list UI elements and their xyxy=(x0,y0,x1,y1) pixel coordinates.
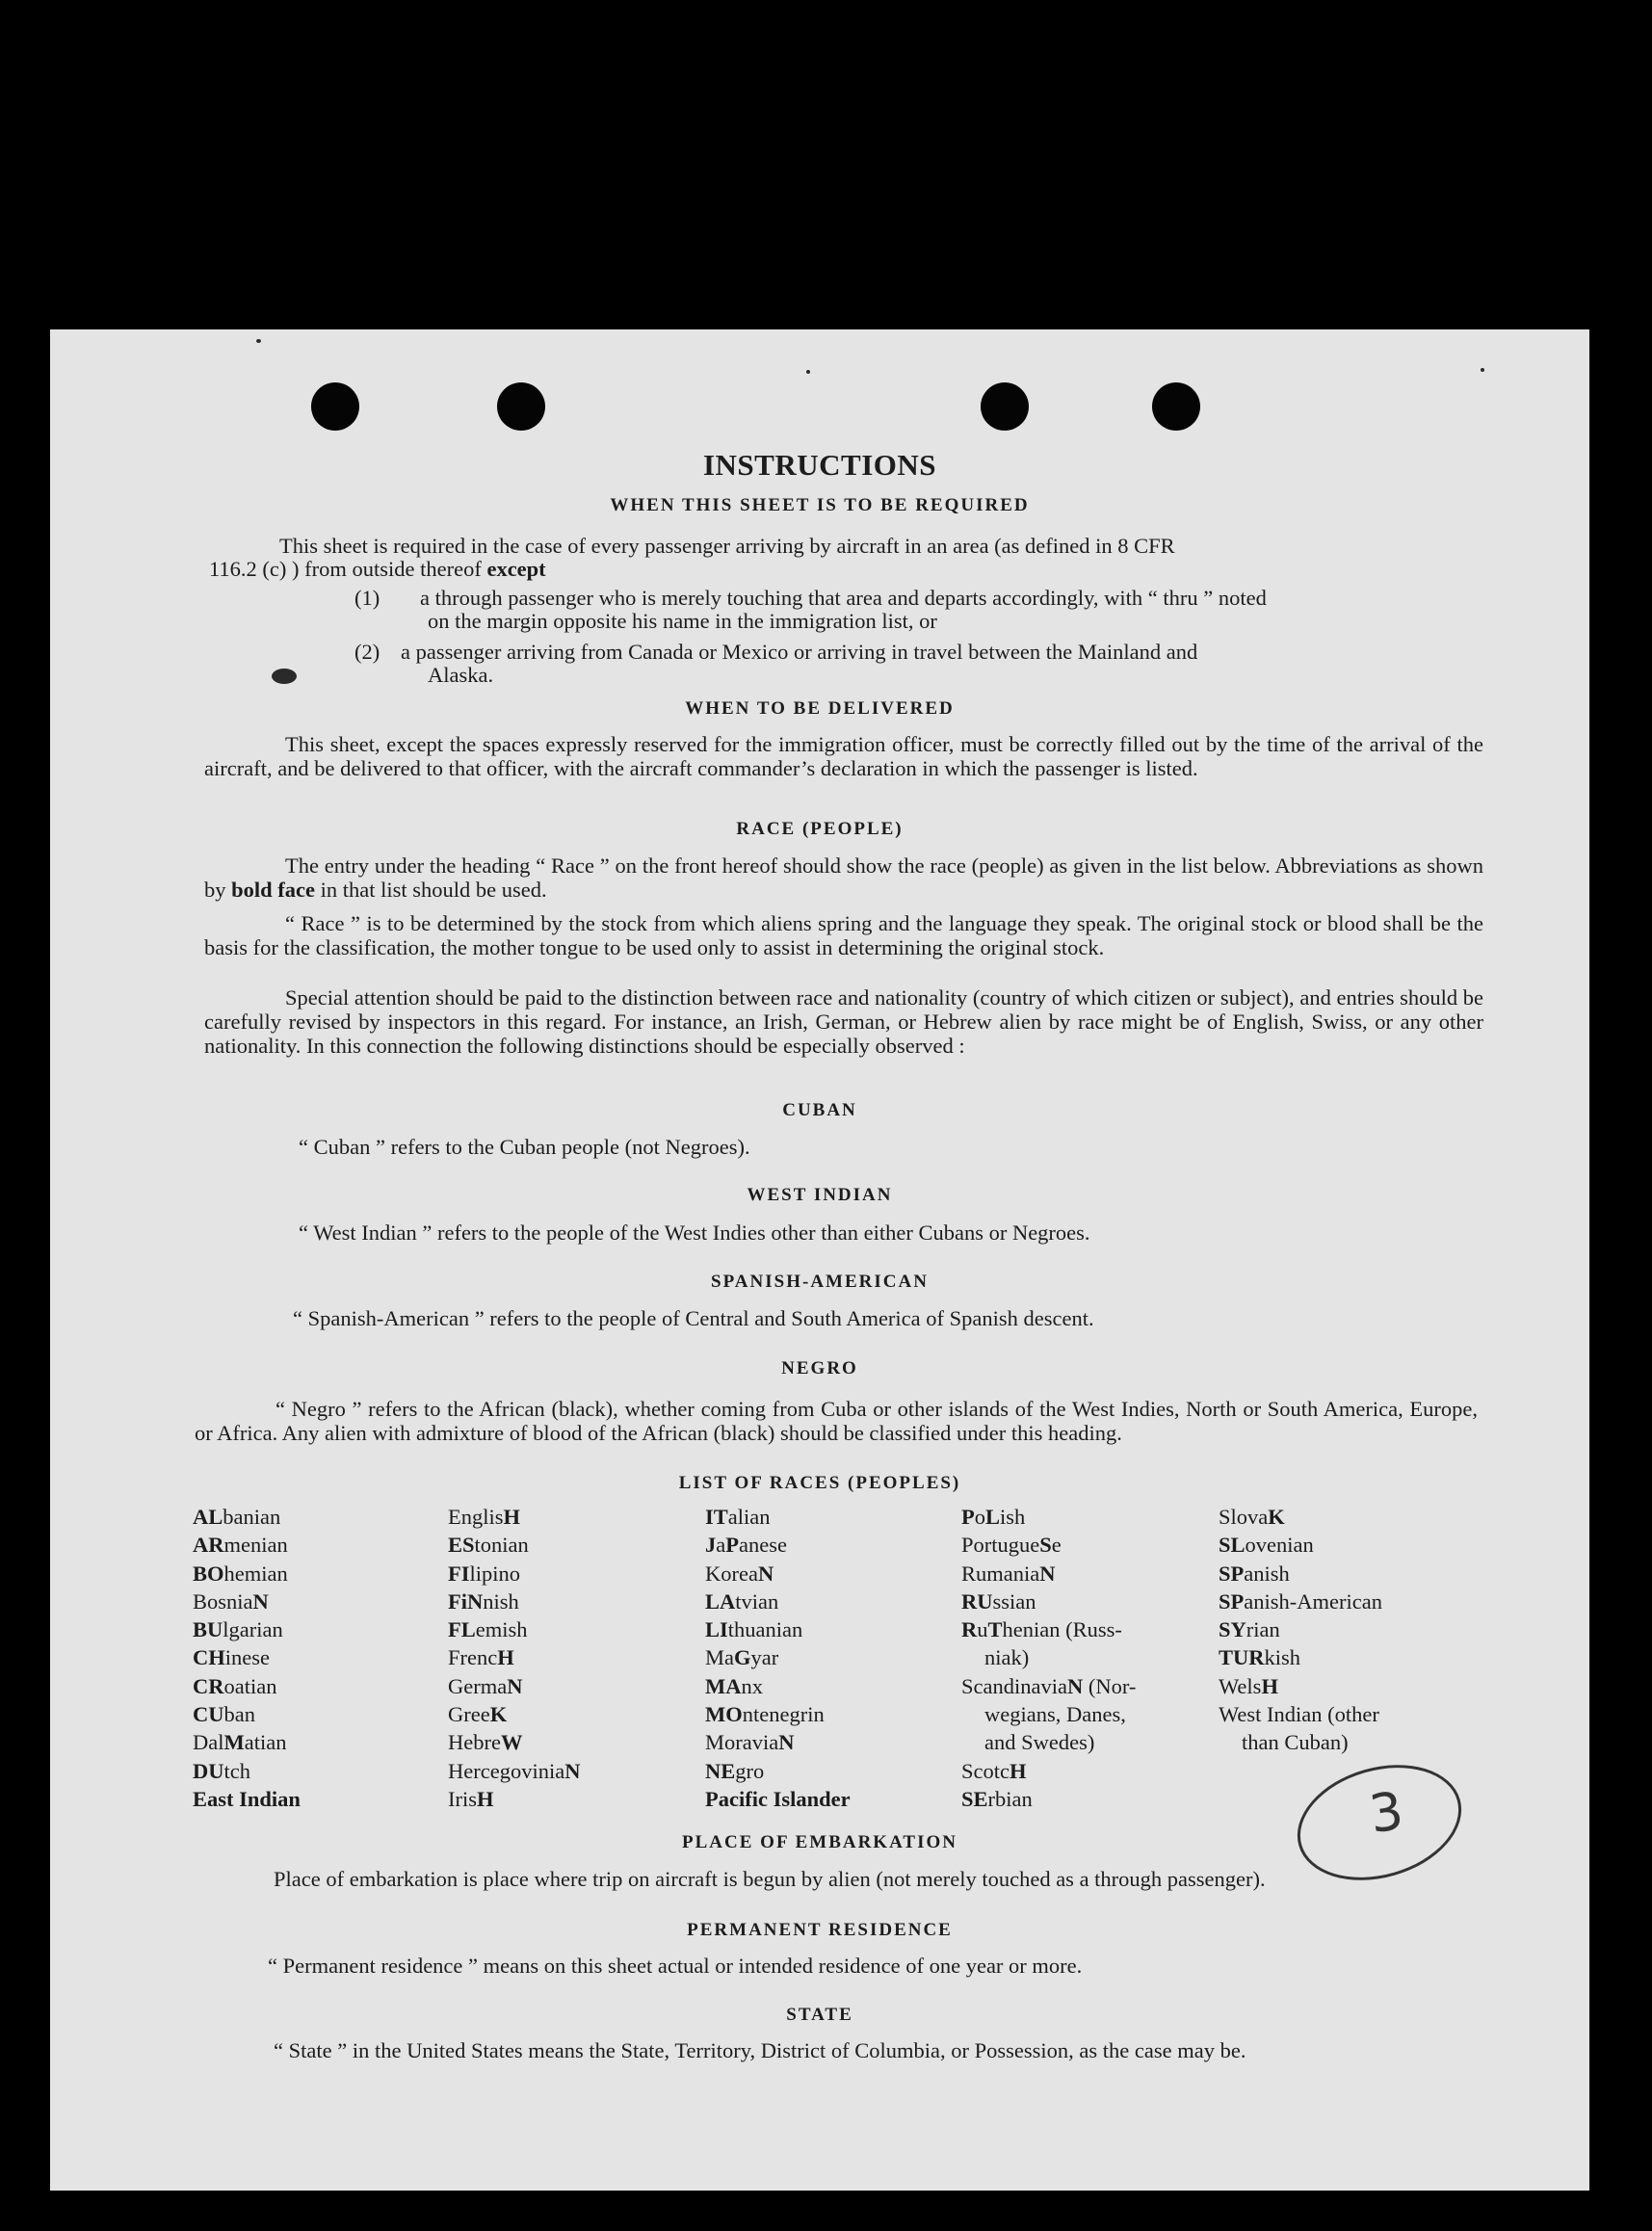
race-text: Portugue xyxy=(961,1533,1040,1558)
race-text: tonian xyxy=(474,1533,529,1558)
race-item xyxy=(1219,1728,1469,1756)
punch-hole xyxy=(1152,382,1200,431)
race-item xyxy=(1219,1700,1469,1728)
race-item xyxy=(193,1700,443,1728)
race-text: ban xyxy=(223,1702,255,1727)
race-text: Slova xyxy=(1219,1505,1269,1529)
race-item xyxy=(1219,1503,1469,1531)
race-abbrev: DU xyxy=(193,1758,224,1783)
race-abbrev: ES xyxy=(448,1533,475,1558)
race-item xyxy=(705,1700,956,1728)
heading-cuban: CUBAN xyxy=(782,1100,857,1120)
race-item xyxy=(961,1672,1212,1700)
speck xyxy=(1481,368,1484,372)
race-column xyxy=(1219,1503,1469,1757)
race-text: ssian xyxy=(992,1588,1036,1614)
race-abbrev: TU xyxy=(1219,1645,1249,1670)
race-item xyxy=(961,1728,1212,1756)
race-item xyxy=(961,1757,1212,1785)
race-abbrev: FI xyxy=(448,1561,470,1586)
race-abbrev: AR xyxy=(193,1533,224,1558)
race-abbrev: BO xyxy=(193,1561,224,1586)
race-abbrev: K xyxy=(489,1702,508,1727)
race-item xyxy=(961,1560,1212,1588)
para-place-of-embarkation: Place of embarkation is place where trip on aircraft is begun by alien (not merely touched as a through passenger). xyxy=(274,1867,1266,1891)
race-text: gro xyxy=(735,1758,765,1783)
race-item xyxy=(705,1643,956,1671)
race-item xyxy=(448,1700,698,1728)
heading-when-required: WHEN THIS SHEET IS TO BE REQUIRED xyxy=(610,495,1030,515)
race-item xyxy=(705,1785,956,1813)
race-item xyxy=(448,1531,698,1559)
race-text: emish xyxy=(475,1617,528,1642)
race-item-continuation: wegians, Danes, xyxy=(984,1702,1126,1727)
punch-hole xyxy=(981,382,1029,431)
race-abbrev: SP xyxy=(1219,1588,1245,1614)
heading-race: RACE (PEOPLE) xyxy=(736,819,904,839)
race-abbrev: R xyxy=(1248,1645,1265,1670)
race-item xyxy=(193,1503,443,1531)
race-abbrev: P xyxy=(725,1533,739,1558)
race-text: thuanian xyxy=(727,1617,803,1642)
race-abbrev: S xyxy=(1039,1533,1052,1558)
race-abbrev: W xyxy=(500,1730,523,1755)
race-item xyxy=(448,1672,698,1700)
race-abbrev: AL xyxy=(193,1505,223,1529)
para-negro: “ Negro ” refers to the African (black), whether coming from Cuba or other islands of the West Indies, North or South America, Europe, or Africa. Any alien with admixture of blood of the African (black) should be classified under this heading. xyxy=(195,1397,1478,1445)
race-item xyxy=(961,1615,1212,1643)
speck xyxy=(806,370,810,374)
item-2-line1: a passenger arriving from Canada or Mexico or arriving in travel between the Mainland and xyxy=(401,640,1198,664)
race-abbrev: L xyxy=(985,1505,1001,1529)
race-text: Ma xyxy=(705,1645,734,1670)
race-abbrev: LA xyxy=(705,1588,736,1614)
race-text: West Indian (other xyxy=(1219,1702,1379,1727)
race-abbrev: K xyxy=(1268,1505,1285,1529)
race-text: anish xyxy=(1244,1561,1290,1586)
race-text: ovenian xyxy=(1245,1533,1314,1558)
race-abbrev: SL xyxy=(1219,1533,1246,1558)
race-text: Hebre xyxy=(448,1730,501,1755)
race-text: banian xyxy=(223,1505,281,1529)
race-abbrev: H xyxy=(477,1786,494,1811)
race-abbrev: N xyxy=(1039,1561,1056,1586)
race-text: Bosnia xyxy=(193,1588,253,1614)
race-item xyxy=(705,1672,956,1700)
race-abbrev: SY xyxy=(1219,1617,1246,1642)
race-abbrev: N xyxy=(757,1561,774,1586)
race-text: a xyxy=(716,1533,726,1558)
race-item xyxy=(193,1560,443,1588)
race-abbrev: CH xyxy=(193,1645,225,1670)
race-text: Frenc xyxy=(448,1645,498,1670)
race-item xyxy=(448,1615,698,1643)
race-abbrev: MA xyxy=(705,1673,742,1698)
race-text: Iris xyxy=(448,1786,477,1811)
race-item xyxy=(448,1728,698,1756)
race-abbrev: N xyxy=(507,1673,523,1698)
race-text: tch xyxy=(223,1758,250,1783)
item-1-line1: a through passenger who is merely touching that area and departs accordingly, with “ thru ” noted xyxy=(420,586,1267,610)
punch-hole xyxy=(311,382,359,431)
race-abbrev: SE xyxy=(961,1786,988,1811)
race-item xyxy=(705,1503,956,1531)
race-abbrev: CR xyxy=(193,1673,224,1698)
race-item xyxy=(705,1728,956,1756)
race-text: Rumania xyxy=(961,1561,1040,1586)
race-abbrev: N xyxy=(1066,1673,1084,1698)
race-abbrev: H xyxy=(1261,1673,1278,1698)
race-item xyxy=(448,1588,698,1615)
race-abbrev: N xyxy=(564,1758,581,1783)
race-text: Englis xyxy=(448,1505,504,1529)
race-abbrev: M xyxy=(223,1730,245,1755)
para-spanish-american: “ Spanish-American ” refers to the people of Central and South America of Spanish descent. xyxy=(293,1306,1094,1330)
race-abbrev: N xyxy=(467,1588,484,1614)
race-item xyxy=(448,1757,698,1785)
para-race-stock: “ Race ” is to be determined by the stock from which aliens spring and the language they speak. The original stock or blood shall be the basis for the classification, the mother tongue to be used only to assist in determining the original stock. xyxy=(204,911,1483,959)
race-abbrev: N xyxy=(778,1730,795,1755)
race-abbrev: LI xyxy=(705,1617,728,1642)
punch-hole xyxy=(497,382,545,431)
race-text: rian xyxy=(1246,1617,1280,1642)
race-text: atian xyxy=(244,1730,287,1755)
race-item xyxy=(1219,1588,1469,1615)
heading-state: STATE xyxy=(786,2005,853,2025)
race-text: Hercegovinia xyxy=(448,1758,565,1783)
race-text: lgarian xyxy=(223,1617,283,1642)
race-column xyxy=(705,1503,956,1813)
race-abbrev: G xyxy=(734,1645,751,1670)
heading-spanish-american: SPANISH-AMERICAN xyxy=(711,1272,929,1292)
race-item xyxy=(193,1728,443,1756)
race-abbrev: Fi xyxy=(448,1588,467,1614)
race-item xyxy=(193,1672,443,1700)
race-text: ntenegrin xyxy=(742,1702,825,1727)
race-item-continuation: and Swedes) xyxy=(984,1730,1095,1755)
heading-list-of-races: LIST OF RACES (PEOPLES) xyxy=(678,1473,961,1493)
race-text: Korea xyxy=(705,1561,758,1586)
race-item xyxy=(1219,1615,1469,1643)
heading-when-delivered: WHEN TO BE DELIVERED xyxy=(685,698,955,719)
race-item xyxy=(961,1700,1212,1728)
heading-west-indian: WEST INDIAN xyxy=(747,1185,893,1205)
para-state: “ State ” in the United States means the State, Territory, District of Columbia, or Possession, as the case may be. xyxy=(274,2038,1246,2062)
race-text: Scandinavia xyxy=(961,1673,1067,1698)
race-item xyxy=(1219,1531,1469,1559)
race-abbrev: Pacific Islander xyxy=(705,1786,851,1811)
race-text: u xyxy=(977,1617,988,1642)
race-text: nish xyxy=(483,1588,519,1614)
heading-permanent-residence: PERMANENT RESIDENCE xyxy=(687,1920,953,1940)
para-required-line1: This sheet is required in the case of every passenger arriving by aircraft in an area (as defined in 8 CFR xyxy=(279,534,1175,558)
race-abbrev: FL xyxy=(448,1617,476,1642)
race-abbrev: East Indian xyxy=(193,1786,301,1811)
race-item xyxy=(705,1531,956,1559)
race-item-continuation: than Cuban) xyxy=(1242,1730,1349,1755)
race-text: kish xyxy=(1264,1645,1301,1670)
item-2-number: (2) xyxy=(354,640,380,664)
race-abbrev: H xyxy=(1010,1758,1027,1783)
race-item xyxy=(705,1757,956,1785)
heading-negro: NEGRO xyxy=(781,1358,858,1378)
race-text: yar xyxy=(750,1645,779,1670)
race-abbrev: IT xyxy=(705,1505,728,1529)
race-item xyxy=(705,1560,956,1588)
race-column xyxy=(961,1503,1212,1813)
race-text: menian xyxy=(223,1533,288,1558)
race-text: henian (Russ- xyxy=(1002,1617,1122,1642)
race-text: anish-American xyxy=(1244,1588,1382,1614)
race-abbrev: MO xyxy=(705,1702,743,1727)
race-column xyxy=(448,1503,698,1813)
race-abbrev: SP xyxy=(1219,1561,1245,1586)
race-abbrev: RU xyxy=(961,1588,993,1614)
item-1-number: (1) xyxy=(354,586,380,610)
race-item xyxy=(1219,1560,1469,1588)
race-item xyxy=(705,1615,956,1643)
item-2-line2: Alaska. xyxy=(428,663,494,687)
race-item xyxy=(193,1531,443,1559)
race-column xyxy=(193,1503,443,1813)
race-item xyxy=(961,1588,1212,1615)
para-race-entry: The entry under the heading “ Race ” on the front hereof should show the race (people) as given in the list below. Abbreviations as shown by bold face in that list should be used. xyxy=(204,853,1483,902)
para-required-line2: 116.2 (c) ) from outside thereof except xyxy=(209,557,546,581)
race-item xyxy=(961,1643,1212,1671)
race-text: Gree xyxy=(448,1702,490,1727)
race-text: alian xyxy=(727,1505,771,1529)
document-sheet xyxy=(50,329,1589,2191)
race-item xyxy=(448,1785,698,1813)
race-abbrev: N xyxy=(252,1588,269,1614)
para-when-delivered: This sheet, except the spaces expressly reserved for the immigration officer, must be correctly filled out by the time of the arrival of the aircraft, and be delivered to that officer, with the aircraft commander’s declaration in which the passenger is listed. xyxy=(204,732,1483,780)
race-abbrev: H xyxy=(497,1645,514,1670)
page-title: INSTRUCTIONS xyxy=(702,448,936,482)
race-item-continuation: niak) xyxy=(984,1645,1030,1670)
race-abbrev: R xyxy=(961,1617,978,1642)
race-abbrev: CU xyxy=(193,1702,224,1727)
race-list xyxy=(193,1503,1522,1811)
race-item xyxy=(448,1503,698,1531)
para-cuban: “ Cuban ” refers to the Cuban people (not Negroes). xyxy=(299,1135,750,1159)
race-abbrev: J xyxy=(705,1533,717,1558)
speck xyxy=(256,339,261,343)
race-text: rbian xyxy=(987,1786,1033,1811)
race-text: hemian xyxy=(223,1561,288,1586)
race-item xyxy=(1219,1643,1469,1671)
race-item xyxy=(193,1785,443,1813)
race-text: lipino xyxy=(469,1561,521,1586)
race-text: (Nor- xyxy=(1083,1673,1137,1698)
para-race-distinction: Special attention should be paid to the distinction between race and nationality (country of which citizen or subject), and entries should be carefully revised by inspectors in this regard. For instance, an Irish, German, or Hebrew alien by race might be of English, Swiss, or any other nationality. In this connection the following distinctions should be especially observed : xyxy=(204,985,1483,1058)
race-text: ish xyxy=(1000,1505,1026,1529)
race-abbrev: BU xyxy=(193,1617,223,1642)
race-text: Dal xyxy=(193,1730,224,1755)
race-text: nx xyxy=(741,1673,763,1698)
race-text: anese xyxy=(739,1533,787,1558)
race-item xyxy=(448,1560,698,1588)
race-text: Wels xyxy=(1219,1673,1262,1698)
race-item xyxy=(961,1503,1212,1531)
para-west-indian: “ West Indian ” refers to the people of the West Indies other than either Cubans or Negroes. xyxy=(299,1220,1090,1245)
speck xyxy=(272,669,297,684)
race-abbrev: P xyxy=(961,1505,975,1529)
item-1-line2: on the margin opposite his name in the immigration list, or xyxy=(428,609,937,633)
race-item xyxy=(193,1643,443,1671)
race-item xyxy=(705,1588,956,1615)
race-item xyxy=(961,1785,1212,1813)
race-item xyxy=(1219,1672,1469,1700)
race-abbrev: T xyxy=(987,1617,1003,1642)
race-text: o xyxy=(974,1505,985,1529)
handwritten-number: 3 xyxy=(1365,1779,1407,1846)
race-text: tvian xyxy=(735,1588,779,1614)
race-abbrev: H xyxy=(503,1505,521,1529)
race-item xyxy=(961,1531,1212,1559)
race-item xyxy=(193,1757,443,1785)
race-abbrev: NE xyxy=(705,1758,736,1783)
para-permanent-residence: “ Permanent residence ” means on this sheet actual or intended residence of one year or more. xyxy=(268,1954,1083,1978)
race-text: Scotc xyxy=(961,1758,1010,1783)
race-item xyxy=(448,1643,698,1671)
race-item xyxy=(193,1615,443,1643)
race-text: oatian xyxy=(223,1673,277,1698)
race-text: Moravia xyxy=(705,1730,779,1755)
race-text: Germa xyxy=(448,1673,508,1698)
heading-place-of-embarkation: PLACE OF EMBARKATION xyxy=(682,1832,957,1852)
race-text: e xyxy=(1051,1533,1062,1558)
race-text: inese xyxy=(224,1645,270,1670)
race-item xyxy=(193,1588,443,1615)
